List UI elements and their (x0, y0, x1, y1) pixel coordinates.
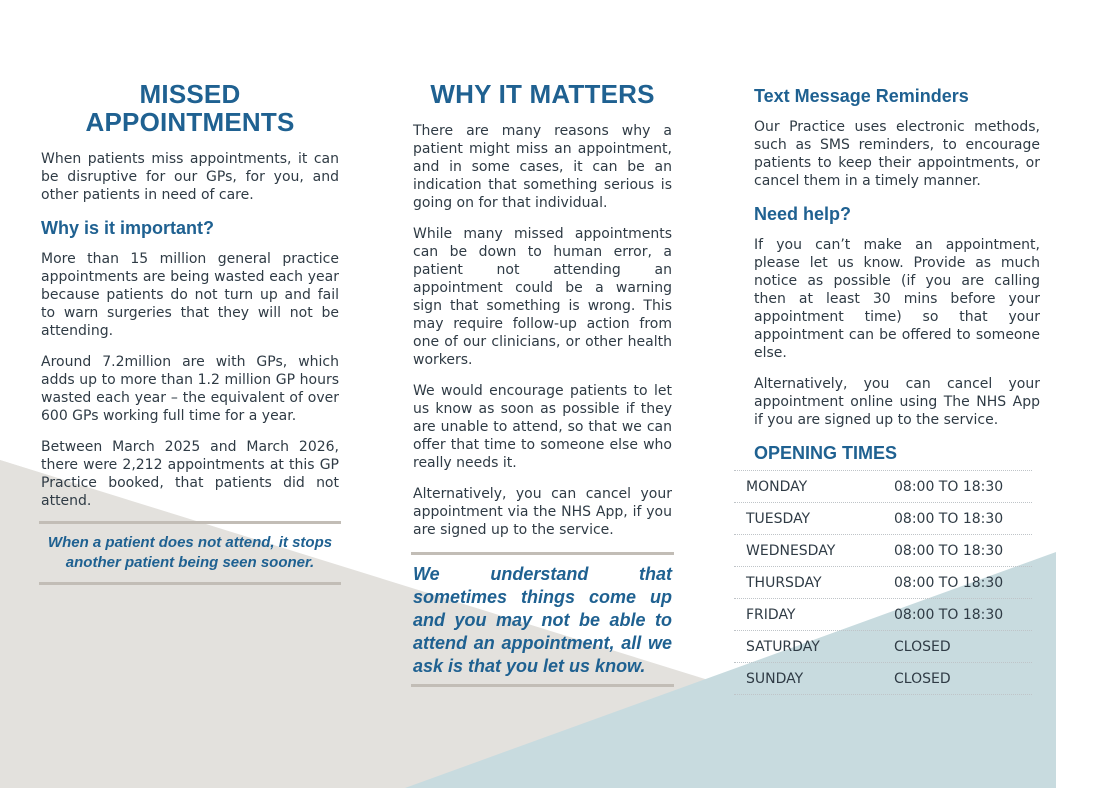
hours-value: 08:00 TO 18:30 (894, 478, 1004, 495)
why-it-matters-title: WHY IT MATTERS (430, 79, 655, 109)
opening-times-table (734, 470, 1032, 695)
text-reminders-heading: Text Message Reminders (754, 86, 969, 106)
stats-paragraph-1: More than 15 million general practice appointments are being wasted each year because patients do not turn up and fail to warn surgeries that they will not be attending. (41, 251, 339, 339)
reasons-paragraph: There are many reasons why a patient might miss an appointment, and in some cases, it can be an indication that something serious is going on for that individual. (413, 123, 672, 211)
day-label: THURSDAY (746, 574, 822, 591)
hours-value: 08:00 TO 18:30 (894, 542, 1004, 559)
day-label: SATURDAY (746, 638, 820, 655)
day-label: TUESDAY (746, 510, 811, 527)
why-it-matters-column (413, 80, 672, 687)
callout-box (39, 521, 341, 585)
why-important-heading: Why is it important? (41, 218, 214, 238)
missed-appointments-title: MISSED APPOINTMENTS (85, 79, 295, 137)
need-help-heading: Need help? (754, 204, 852, 224)
warning-sign-paragraph: While many missed appointments can be down to human error, a patient not attending an appointment could be a warning sign that something is wrong. This may require follow-up action from one of our clinicians, or other health workers. (413, 226, 672, 368)
missed-appointments-column (41, 80, 339, 585)
callout-quote: We understand that sometimes things come up and you may not be able to attend an appointment, all we ask is that you let us know. (413, 564, 672, 676)
day-label: SUNDAY (746, 670, 804, 687)
callout-quote: When a patient does not attend, it stops another patient being seen sooner. (47, 534, 333, 571)
day-label: MONDAY (746, 478, 808, 495)
intro-text: When patients miss appointments, it can be disruptive for our GPs, for you, and other patients in need of care. (41, 151, 339, 203)
need-help-paragraph: If you can’t make an appointment, please let us know. Provide as much notice as possible (if you are calling then at least 30 mins before your appointment time) so that your appointment can be offered to someone else. (754, 237, 1040, 361)
table-row (734, 630, 1032, 662)
table-row (734, 598, 1032, 630)
hours-value: 08:00 TO 18:30 (894, 574, 1004, 591)
nhs-app-paragraph: Alternatively, you can cancel your appointment via the NHS App, if you are signed up to the service. (413, 486, 672, 538)
opening-times-heading: OPENING TIMES (754, 443, 898, 463)
hours-value: 08:00 TO 18:30 (894, 606, 1004, 623)
info-column (746, 85, 1040, 695)
encourage-paragraph: We would encourage patients to let us know as soon as possible if they are unable to attend, so that we can offer that time to someone else who really needs it. (413, 383, 672, 471)
table-row (734, 534, 1032, 566)
stats-paragraph-2: Around 7.2million are with GPs, which adds up to more than 1.2 million GP hours wasted each year – the equivalent of over 600 GPs working full time for a year. (41, 354, 339, 424)
callout-box (411, 552, 674, 687)
table-row (734, 470, 1032, 502)
stats-paragraph-3: Between March 2025 and March 2026, there were 2,212 appointments at this GP Practice booked, that patients did not attend. (41, 439, 339, 509)
day-label: FRIDAY (746, 606, 796, 623)
hours-value: CLOSED (894, 638, 951, 655)
table-row (734, 502, 1032, 534)
table-row (734, 566, 1032, 598)
cancel-online-paragraph: Alternatively, you can cancel your appointment online using The NHS App if you are signed up to the service. (754, 376, 1040, 428)
hours-value: CLOSED (894, 670, 951, 687)
table-row (734, 662, 1032, 695)
hours-value: 08:00 TO 18:30 (894, 510, 1004, 527)
day-label: WEDNESDAY (746, 542, 836, 559)
text-reminders-paragraph: Our Practice uses electronic methods, such as SMS reminders, to encourage patients to keep their appointments, or cancel them in a timely manner. (754, 119, 1040, 189)
